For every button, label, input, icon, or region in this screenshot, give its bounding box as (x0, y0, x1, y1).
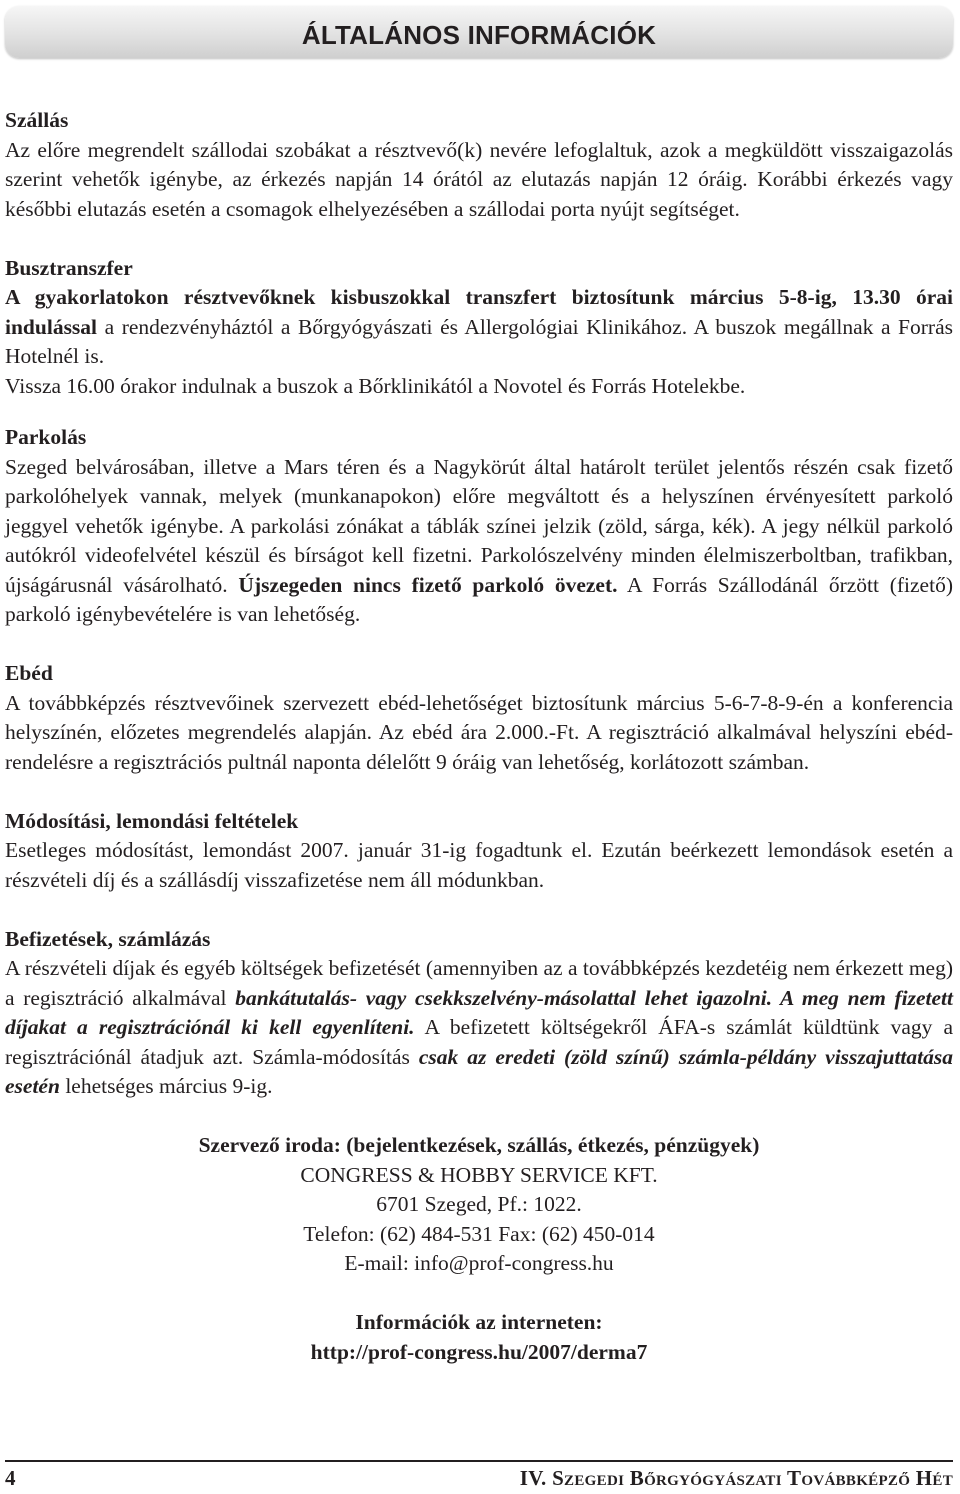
organizer-phone: Telefon: (62) 484-531 Fax: (62) 450-014 (303, 1221, 655, 1246)
plain-text: A részvételi díjak és egyéb költségek befizetését (amennyiben az a továbbképzés kezdetéig nem érkezett meg) a regisztráció alkalmával (5, 956, 953, 1010)
internet-info-block (5, 1308, 953, 1367)
plain-text: A befizetett költségekről ÁFA-s számlát küldtünk vagy a regisztrációnál átadjuk azt. Számla-módosítás (5, 1015, 953, 1069)
plain-text: a rendezvényháztól a Bőrgyógyászati és Allergológiai Klinikához. A buszok megállnak a Forrás Hotelnél is. (5, 314, 953, 368)
organizer-block (5, 1131, 953, 1279)
section-heading: Ebéd (5, 661, 53, 685)
plain-text: Szeged belvárosában, illetve a Mars téren és a Nagykörút által határolt terület jelentős részén csak fizető parkolóhelyek vannak, melyek (munkanapokon) előre megváltott és a helyszínen érvényesített parkoló jeggyel vehetők igénybe. A parkolási zónákat a táblák színei jelzik (zöld, sárga, kék). A jegy nélkül parkoló autókról videofelvétel készül és bírságot kell fizetni. Parkolószelvény minden élelmiszerboltban, trafikban, újságárusnál vásárolható. (5, 454, 953, 597)
page-title: ÁLTALÁNOS INFORMÁCIÓK (301, 20, 657, 50)
section-text: A továbbképzés résztvevőinek szervezett ebéd-lehetőséget biztosítunk március 5-6-7-8-9-én a konferencia helyszínén, előzetes megrendelés alapján. Az ebéd ára 2.000.-Ft. A regisztráció alkalmával helyszíni ebéd-rendelésre a regisztrációs pultnál naponta délelőtt 9 óráig van lehetőség, korlátozott számban. (5, 690, 953, 774)
bold-italic-text: bankátutalás- vagy csekkszelvény-másolattal lehet igazolni. A meg nem fizetett díjakat a regisztrációnál ki kell egyenlíteni. (5, 985, 953, 1039)
section-text: Vissza 16.00 órakor indulnak a buszok a Bőrklinikától a Novotel és Forrás Hotelekbe. (5, 373, 746, 398)
section-text (5, 954, 953, 1102)
section-parkolas (5, 423, 953, 630)
main-content (5, 106, 953, 1367)
section-heading: Módosítási, lemondási feltételek (5, 808, 299, 833)
section-heading: Befizetések, számlázás (5, 926, 211, 951)
footer-title: IV. Szegedi Bőrgyógyászati Továbbképző Hét (519, 1466, 953, 1490)
section-text: Az előre megrendelt szállodai szobákat a résztvevő(k) nevére lefoglaltuk, azok a megküldött visszaigazolás szerint vehetők igénybe, az érkezés napján 14 órától az elutazás napján 12 óráig. Korábbi érkezés vagy későbbi elutazás esetén a csomagok elhelyezésében a szállodai porta nyújt segítséget. (5, 137, 953, 221)
section-heading: Busztranszfer (5, 255, 133, 280)
bold-text: A gyakorlatokon résztvevőknek kisbuszokkal transzfert biztosítunk március 5-8-ig, 13.30 órai indulással (5, 285, 953, 339)
section-text: Esetleges módosítást, lemondást 2007. január 31-ig fogadtunk el. Ezután beérkezett lemondások esetén a részvételi díj és a szállásdíj visszafizetése nem áll módunkban. (5, 838, 953, 892)
section-text (5, 453, 953, 630)
organizer-email: E-mail: info@prof-congress.hu (344, 1251, 614, 1275)
bold-text: Újszegeden nincs fizető parkoló övezet. (238, 572, 618, 597)
section-busztranszfer (5, 254, 953, 402)
section-heading: Parkolás (5, 425, 87, 449)
organizer-heading: Szervező iroda: (bejelentkezések, szállás, étkezés, pénzügyek) (198, 1133, 760, 1157)
section-szallas (5, 106, 953, 224)
plain-text: lehetséges március 9-ig. (59, 1074, 273, 1098)
section-heading: Szállás (5, 108, 69, 132)
section-modositas (5, 807, 953, 896)
bold-italic-text: csak az eredeti (zöld színű) számla-példány visszajuttatása esetén (5, 1044, 953, 1098)
organizer-company: CONGRESS & HOBBY SERVICE KFT. (300, 1162, 658, 1187)
section-ebed (5, 659, 953, 777)
footer-divider (5, 1460, 953, 1462)
plain-text: A Forrás Szállodánál őrzött (fizető) parkoló igénybevételére is van lehetőség. (5, 572, 953, 626)
internet-heading: Információk az interneten: (355, 1310, 603, 1334)
page-number: 4 (5, 1466, 16, 1490)
section-text (5, 283, 953, 372)
organizer-address: 6701 Szeged, Pf.: 1022. (376, 1192, 582, 1216)
internet-url: http://prof-congress.hu/2007/derma7 (310, 1339, 648, 1364)
header-bar (5, 6, 953, 58)
section-befizetes (5, 925, 953, 1102)
